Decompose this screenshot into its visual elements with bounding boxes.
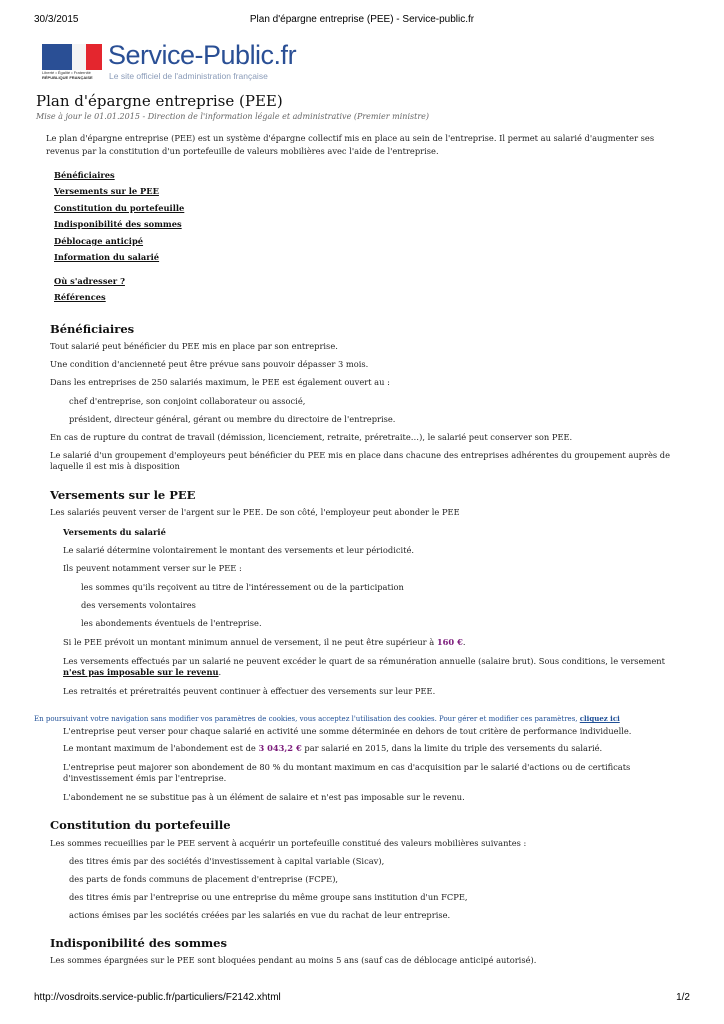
paragraph: Les salariés peuvent verser de l'argent sur le PEE. De son côté, l'employeur peut abonder le PEE: [50, 507, 460, 517]
toc-link-versements[interactable]: Versements sur le PEE: [54, 186, 159, 196]
heading-portefeuille: Constitution du portefeuille: [50, 818, 231, 832]
paragraph: Les sommes recueillies par le PEE servent à acquérir un portefeuille constitué des valeurs mobilières suivantes :: [50, 838, 527, 848]
paragraph: Une condition d'ancienneté peut être prévue sans pouvoir dépasser 3 mois.: [50, 359, 369, 369]
intro-paragraph: Le plan d'épargne entreprise (PEE) est un système d'épargne collectif mis en place au sein de l'entreprise. Il permet au salarié d'augmenter ses revenus par la constitution d'un portefeuille de valeurs mobilières avec l'aide de l'entreprise.: [46, 133, 655, 156]
toc-link-indisponibilite[interactable]: Indisponibilité des sommes: [54, 219, 182, 229]
paragraph: Le salarié d'un groupement d'employeurs peut bénéficier du PEE mis en place dans chacune des entreprises adhérentes du groupement auprès de laquelle il est mis à disposition: [50, 450, 670, 471]
subheading-versements-salarie: Versements du salarié: [63, 527, 166, 537]
paragraph: En cas de rupture du contrat de travail (démission, licenciement, retraite, préretraite…), le salarié peut conserver son PEE.: [50, 432, 573, 442]
toc-link-information[interactable]: Information du salarié: [54, 252, 160, 262]
toc-link-portefeuille[interactable]: Constitution du portefeuille: [54, 203, 185, 213]
link-non-imposable[interactable]: n'est pas imposable sur le revenu: [63, 667, 219, 677]
paragraph: Les retraités et préretraités peuvent continuer à effectuer des versements sur leur PEE.: [63, 686, 436, 696]
paragraph: L'abondement ne se substitue pas à un élément de salaire et n'est pas imposable sur le revenu.: [63, 792, 465, 802]
update-meta: Mise à jour le 01.01.2015 - Direction de l'information légale et administrative (Premier ministre): [36, 112, 430, 121]
heading-indisponibilite: Indisponibilité des sommes: [50, 936, 227, 950]
paragraph: Le montant maximum de l'abondement est de 3 043,2 € par salarié en 2015, dans la limite du triple des versements du salarié.: [63, 743, 603, 753]
paragraph: Si le PEE prévoit un montant minimum annuel de versement, il ne peut être supérieur à 160 €.: [63, 637, 466, 647]
list-item: les sommes qu'ils reçoivent au titre de l'intéressement ou de la participation: [81, 582, 404, 592]
paragraph: Dans les entreprises de 250 salariés maximum, le PEE est également ouvert au :: [50, 377, 390, 387]
cookie-banner: [34, 714, 694, 726]
cookie-text: En poursuivant votre navigation sans modifier vos paramètres de cookies, vous acceptez l'utilisation des cookies. Pour gérer et modifier ces paramètres,: [34, 715, 580, 723]
paragraph: L'entreprise peut verser pour chaque salarié en activité une somme déterminée en dehors de tout critère de performance individuelle.: [63, 726, 632, 736]
paragraph: Le salarié détermine volontairement le montant des versements et leur périodicité.: [63, 545, 415, 555]
republic-motto: Liberté • Égalité • Fraternité RÉPUBLIQUE FRANÇAISE: [42, 70, 93, 80]
print-footer: [34, 992, 690, 1003]
toc-link-references[interactable]: Références: [54, 292, 106, 302]
toc-link-deblocage[interactable]: Déblocage anticipé: [54, 236, 144, 246]
paragraph: Tout salarié peut bénéficier du PEE mis en place par son entreprise.: [50, 341, 338, 351]
brand-tagline: Le site officiel de l'administration française: [109, 71, 268, 81]
print-title: Plan d'épargne entreprise (PEE) - Service-public.fr: [249, 14, 475, 25]
marianne-flag-icon: [42, 44, 102, 70]
brand-name: Service-Public.fr: [108, 40, 297, 70]
paragraph: L'entreprise peut majorer son abondement de 80 % du montant maximum en cas d'acquisition par le salarié d'actions ou de certificats d'investissement émis par l'entreprise.: [63, 762, 631, 783]
list-item: président, directeur général, gérant ou membre du directoire de l'entreprise.: [69, 414, 396, 424]
list-item: des titres émis par l'entreprise ou une entreprise du même groupe sans institution d'un FCPE,: [69, 892, 468, 902]
page-number: 1/2: [676, 992, 690, 1003]
toc-link-beneficiaires[interactable]: Bénéficiaires: [54, 170, 115, 180]
list-item: chef d'entreprise, son conjoint collaborateur ou associé,: [69, 396, 306, 406]
heading-versements: Versements sur le PEE: [50, 488, 196, 502]
list-item: les abondements éventuels de l'entreprise.: [81, 618, 262, 628]
list-item: des versements volontaires: [81, 600, 196, 610]
site-logo[interactable]: [42, 40, 297, 84]
print-date: 30/3/2015: [34, 14, 79, 25]
list-item: des parts de fonds communs de placement d'entreprise (FCPE),: [69, 874, 339, 884]
amount-highlight: 3 043,2 €: [258, 743, 302, 753]
paragraph: Les versements effectués par un salarié ne peuvent excéder le quart de sa rémunération annuelle (salaire brut). Sous conditions, le versement n'est pas imposable sur le revenu.: [63, 656, 665, 677]
cookie-settings-link[interactable]: cliquez ici: [579, 714, 620, 723]
paragraph: Ils peuvent notamment verser sur le PEE :: [63, 563, 242, 573]
list-item: des titres émis par des sociétés d'investissement à capital variable (Sicav),: [69, 856, 385, 866]
heading-beneficiaires: Bénéficiaires: [50, 322, 135, 336]
toc-link-adresser[interactable]: Où s'adresser ?: [54, 276, 125, 286]
paragraph: Les sommes épargnées sur le PEE sont bloquées pendant au moins 5 ans (sauf cas de déblocage anticipé autorisé).: [50, 955, 537, 965]
list-item: actions émises par les sociétés créées par les salariés en vue du rachat de leur entreprise.: [69, 910, 451, 920]
page-title: Plan d'épargne entreprise (PEE): [36, 92, 283, 110]
amount-highlight: 160 €: [436, 637, 463, 647]
print-url: http://vosdroits.service-public.fr/particuliers/F2142.xhtml: [34, 992, 281, 1003]
